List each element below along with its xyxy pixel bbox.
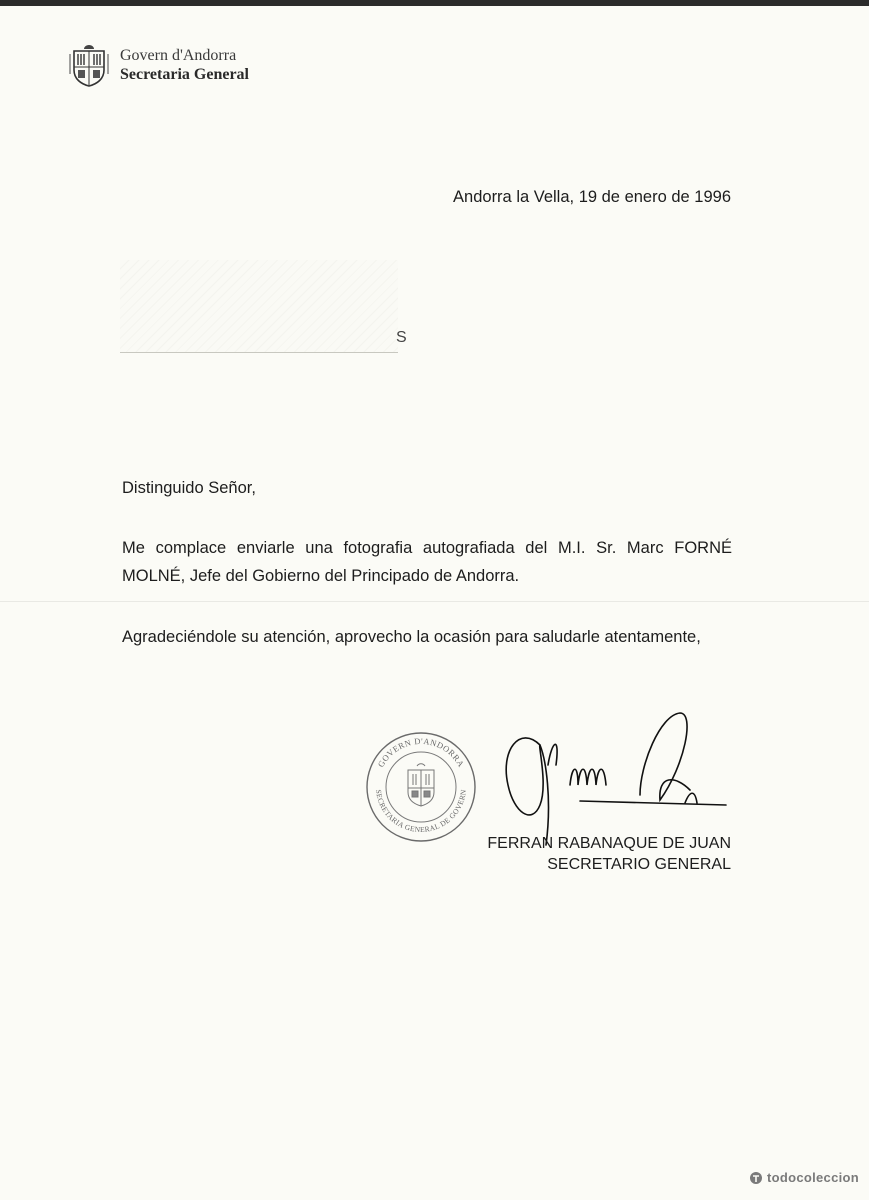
letterhead-department: Secretaria General (120, 66, 249, 83)
page-top-edge (0, 0, 869, 6)
letterhead (66, 42, 249, 88)
signer-title: SECRETARIO GENERAL (547, 856, 731, 873)
stamp-bottom-text: SECRETARIA GENERAL DE GOVERN (374, 788, 468, 835)
todocoleccion-logo-icon (749, 1171, 763, 1185)
redacted-address-block (120, 260, 398, 353)
stamp-emblem-icon (408, 764, 434, 806)
watermark-text: todocoleccion (766, 1170, 859, 1185)
body-paragraph-1: Me complace enviarle una fotografia autografiada del M.I. Sr. Marc FORNÉ MOLNÉ, Jefe del Gobierno del Principado de Andorra. (122, 539, 732, 585)
address-visible-fragment: S (396, 329, 407, 346)
handwritten-signature (490, 705, 730, 855)
salutation: Distinguido Señor, (122, 479, 256, 497)
stamp-top-text: GOVERN D'ANDORRA (375, 735, 467, 769)
letterhead-organization: Govern d'Andorra (120, 47, 237, 64)
andorra-coat-of-arms-icon (66, 42, 112, 88)
official-stamp (364, 730, 478, 844)
body-paragraph-2: Agradeciéndole su atención, aprovecho la ocasión para saludarle atentamente, (122, 628, 701, 646)
signer-name: FERRAN RABANAQUE DE JUAN (487, 835, 731, 852)
paper-fold-line (0, 601, 869, 602)
letter-date: Andorra la Vella, 19 de enero de 1996 (453, 188, 731, 206)
todocoleccion-watermark (749, 1170, 859, 1185)
